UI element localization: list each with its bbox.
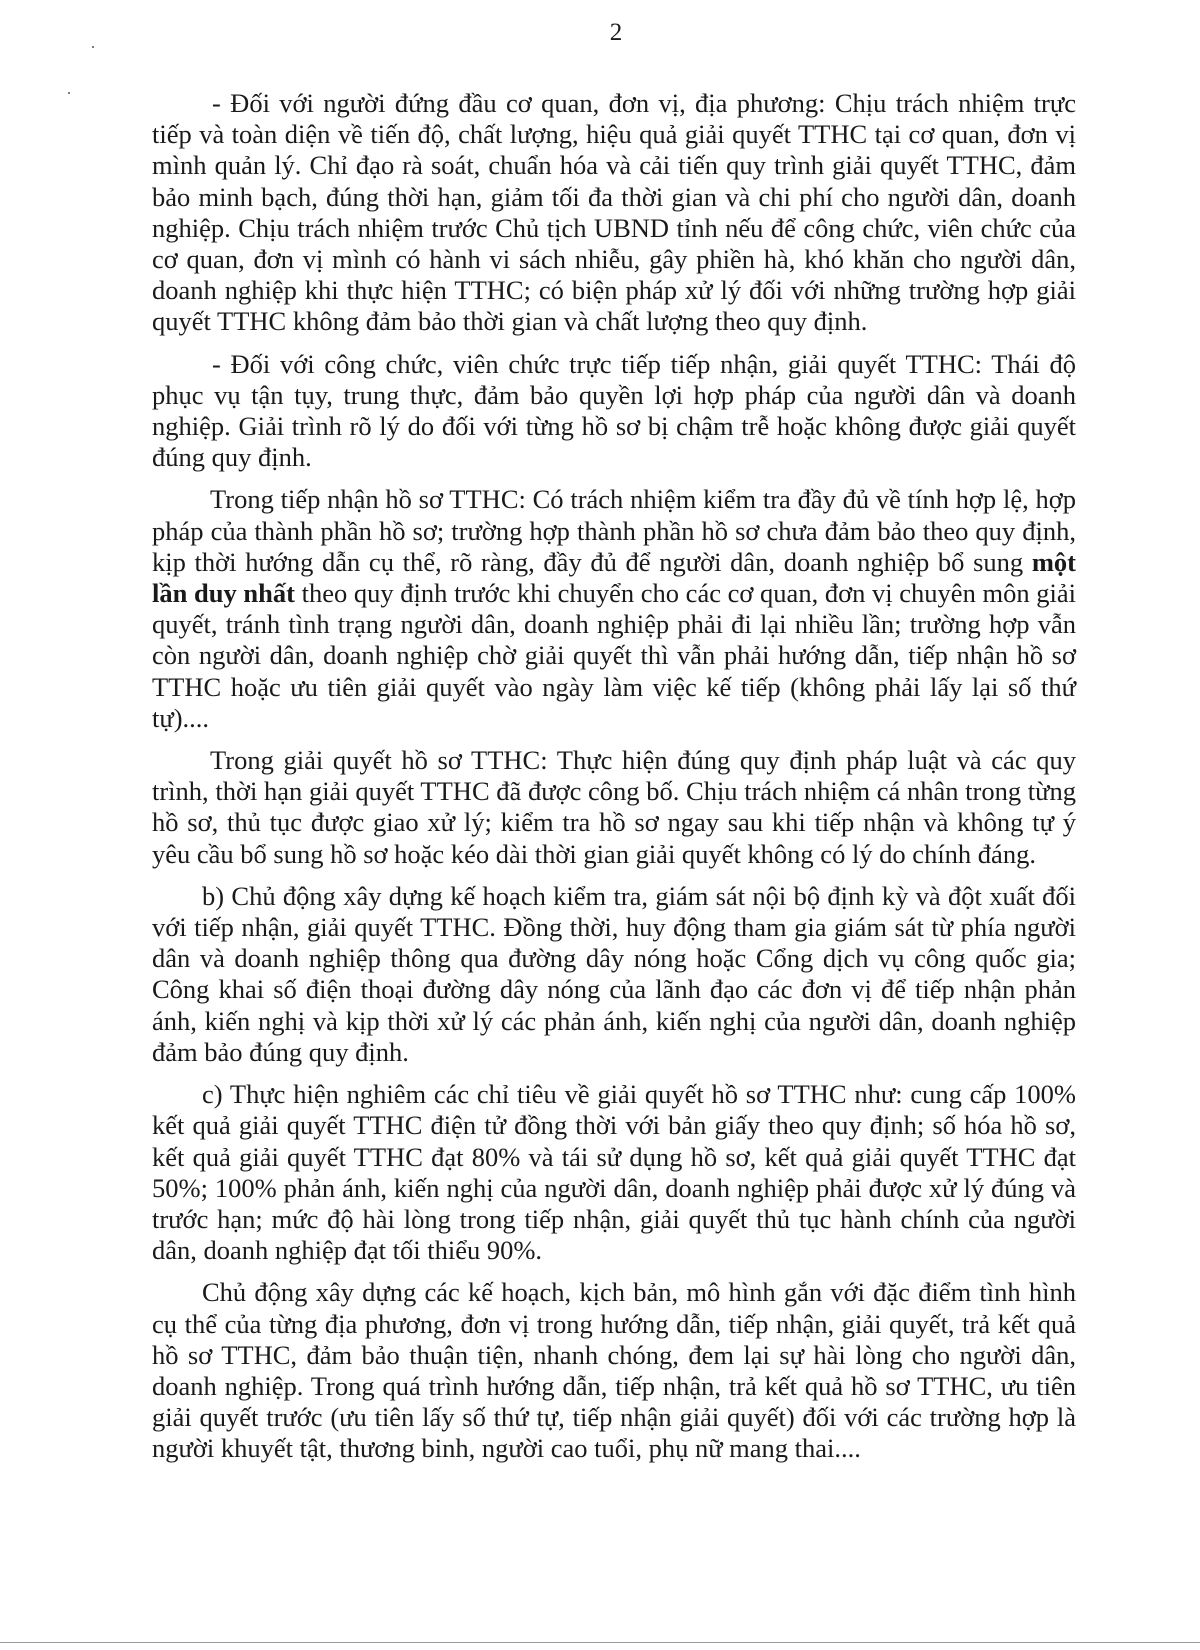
paragraph-civil-servants: - Đối với công chức, viên chức trực tiếp tiếp nhận, giải quyết TTHC: Thái độ phục vụ tận tụy, trung thực, đảm bảo quyền lợi hợp pháp của người dân và doanh nghiệp. Giải trình rõ lý do đối với từng hồ sơ bị chậm trễ hoặc không được giải quyết đúng quy định. xyxy=(152,348,1076,473)
scan-speck xyxy=(68,92,70,94)
emphasis-text: một lần duy nhất xyxy=(152,546,1076,609)
scan-speck xyxy=(92,46,94,48)
page-bottom-rule xyxy=(0,1642,1200,1643)
paragraph-receiving-dossiers xyxy=(152,484,1076,734)
paragraph-item-b: b) Chủ động xây dựng kế hoạch kiểm tra, giám sát nội bộ định kỳ và đột xuất đối với tiếp nhận, giải quyết TTHC. Đồng thời, huy động tham gia giám sát từ phía người dân và doanh nghiệp thông qua đường dây nóng hoặc Cổng dịch vụ công quốc gia; Công khai số điện thoại đường dây nóng của lãnh đạo các đơn vị để tiếp nhận phản ánh, kiến nghị và kịp thời xử lý các phản ánh, kiến nghị của người dân, doanh nghiệp đảm bảo đúng quy định. xyxy=(152,880,1076,1067)
paragraph-resolving-dossiers: Trong giải quyết hồ sơ TTHC: Thực hiện đúng quy định pháp luật và các quy trình, thời hạn giải quyết TTHC đã được công bố. Chịu trách nhiệm cá nhân trong từng hồ sơ, thủ tục được giao xử lý; kiểm tra hồ sơ ngay sau khi tiếp nhận và không tự ý yêu cầu bổ sung hồ sơ hoặc kéo dài thời gian giải quyết không có lý do chính đáng. xyxy=(152,745,1076,869)
paragraph-text: theo quy định trước khi chuyển cho các cơ quan, đơn vị chuyên môn giải quyết, tránh tình trạng người dân, doanh nghiệp phải đi lại nhiều lần; trường hợp vẫn còn người dân, doanh nghiệp chờ giải quyết thì vẫn phải hướng dẫn, tiếp nhận hồ sơ TTHC hoặc ưu tiên giải quyết vào ngày làm việc kế tiếp (không phải lấy lại số thứ tự).... xyxy=(152,578,1076,733)
paragraph-proactive-plans: Chủ động xây dựng các kế hoạch, kịch bản, mô hình gắn với đặc điểm tình hình cụ thể của từng địa phương, đơn vị trong hướng dẫn, tiếp nhận, giải quyết, trả kết quả hồ sơ TTHC, đảm bảo thuận tiện, nhanh chóng, đem lại sự hài lòng cho người dân, doanh nghiệp. Trong quá trình hướng dẫn, tiếp nhận, trả kết quả hồ sơ TTHC, ưu tiên giải quyết trước (ưu tiên lấy số thứ tự, tiếp nhận giải quyết) đối với các trường hợp là người khuyết tật, thương binh, người cao tuổi, phụ nữ mang thai.... xyxy=(152,1277,1076,1464)
paragraph-item-c: c) Thực hiện nghiêm các chỉ tiêu về giải quyết hồ sơ TTHC như: cung cấp 100% kết quả giải quyết TTHC điện tử đồng thời với bản giấy theo quy định; số hóa hồ sơ, kết quả giải quyết TTHC đạt 80% và tái sử dụng hồ sơ, kết quả giải quyết TTHC đạt 50%; 100% phản ánh, kiến nghị của người dân, doanh nghiệp phải được xử lý đúng và trước hạn; mức độ hài lòng trong tiếp nhận, giải quyết thủ tục hành chính của người dân, doanh nghiệp đạt tối thiểu 90%. xyxy=(152,1079,1076,1266)
paragraph-head-of-agency: - Đối với người đứng đầu cơ quan, đơn vị, địa phương: Chịu trách nhiệm trực tiếp và toàn diện về tiến độ, chất lượng, hiệu quả giải quyết TTHC tại cơ quan, đơn vị mình quản lý. Chỉ đạo rà soát, chuẩn hóa và cải tiến quy trình giải quyết TTHC, đảm bảo minh bạch, đúng thời hạn, giảm tối đa thời gian và chi phí cho người dân, doanh nghiệp. Chịu trách nhiệm trước Chủ tịch UBND tỉnh nếu để công chức, viên chức của cơ quan, đơn vị mình có hành vi sách nhiễu, gây phiền hà, khó khăn cho người dân, doanh nghiệp khi thực hiện TTHC; có biện pháp xử lý đối với những trường hợp giải quyết TTHC không đảm bảo thời gian và chất lượng theo quy định. xyxy=(152,88,1076,337)
page-number: 2 xyxy=(609,19,623,46)
document-body xyxy=(152,88,1076,1465)
paragraph-text: Trong tiếp nhận hồ sơ TTHC: Có trách nhiệm kiểm tra đầy đủ về tính hợp lệ, hợp pháp của thành phần hồ sơ; trường hợp thành phần hồ sơ chưa đảm bảo theo quy định, kịp thời hướng dẫn cụ thể, rõ ràng, đầy đủ để người dân, doanh nghiệp bổ sung xyxy=(152,484,1076,577)
